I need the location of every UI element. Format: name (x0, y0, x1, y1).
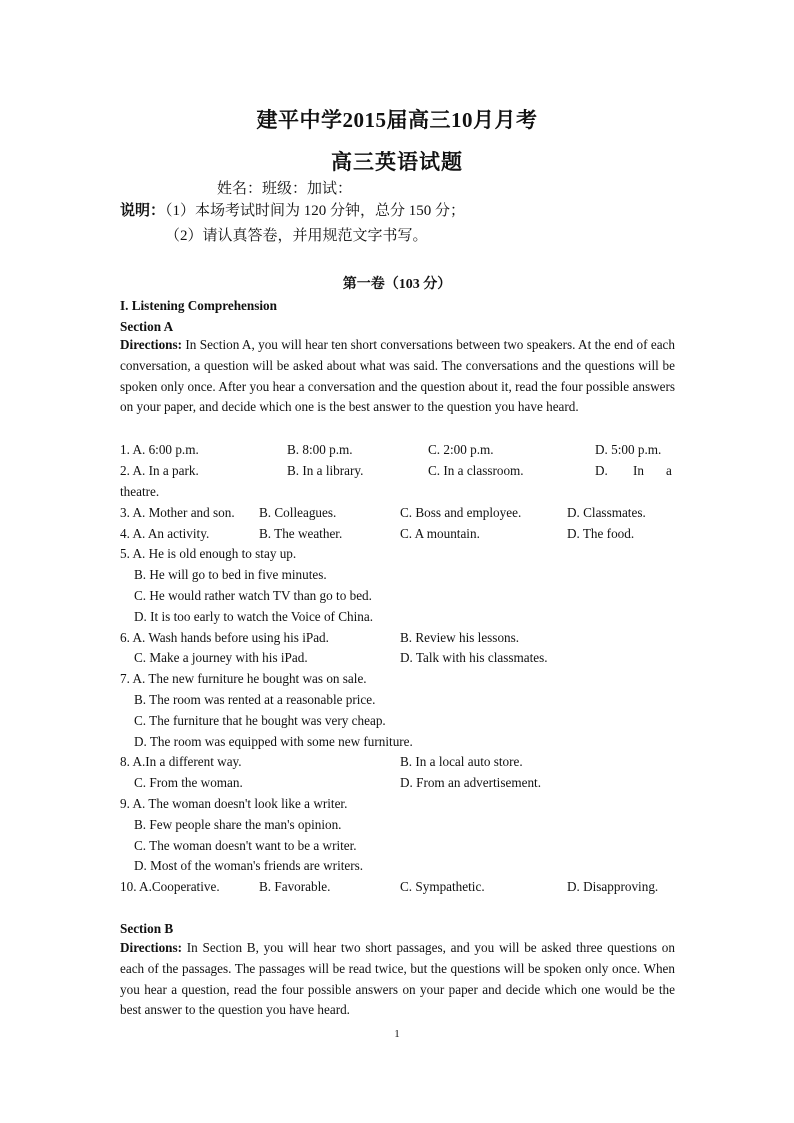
q1-option-c: C. 2:00 p.m. (428, 442, 494, 457)
q2-option-d-word-2: a (666, 463, 672, 478)
q2-option-a: 2. A. In a park. (120, 463, 199, 478)
q7-option-c: C. The furniture that he bought was very cheap. (134, 713, 386, 728)
q5-option-b: B. He will go to bed in five minutes. (134, 567, 327, 582)
q9-option-d: D. Most of the woman's friends are writers. (134, 858, 364, 873)
q4-option-b: B. The weather. (259, 526, 343, 541)
q6-option-b: B. Review his lessons. (400, 630, 520, 645)
q1-option-d: D. 5:00 p.m. (595, 442, 662, 457)
q2-option-d-letter: D. (595, 463, 608, 478)
q8-option-d: D. From an advertisement. (400, 775, 541, 790)
directions-label: Directions: (120, 337, 183, 352)
q3-option-c: C. Boss and employee. (400, 505, 522, 520)
q2-option-b: B. In a library. (287, 463, 364, 478)
q3-option-b: B. Colleagues. (259, 505, 337, 520)
q8-option-c: C. From the woman. (134, 775, 243, 790)
q10-option-a: 10. A.Cooperative. (120, 879, 220, 894)
q6-option-c: C. Make a journey with his iPad. (134, 650, 308, 665)
q3-option-d: D. Classmates. (567, 505, 646, 520)
q2-option-d-continued: theatre. (120, 484, 160, 499)
q10-option-b: B. Favorable. (259, 879, 331, 894)
q9-option-c: C. The woman doesn't want to be a writer. (134, 838, 357, 853)
q7-option-b: B. The room was rented at a reasonable price. (134, 692, 376, 707)
exam-subtitle: 高三英语试题 (331, 150, 463, 174)
instructions-line-1 (120, 203, 465, 219)
directions-text: In Section B, you will hear two short passages, and you will be asked three questions on each of the passages. The passages will be read twice, but the questions will be spoken only once. When you hear a question, read the four possible answers on your paper and decide which one would be the best answer to the question you have heard. (120, 940, 675, 1018)
section-b-directions (120, 938, 675, 1021)
part-title: 第一卷（103 分） (342, 277, 452, 292)
q1-option-b: B. 8:00 p.m. (287, 442, 353, 457)
q8-option-a: 8. A.In a different way. (120, 754, 242, 769)
q9-option-a: 9. A. The woman doesn't look like a writer. (120, 796, 348, 811)
q6-option-a: 6. A. Wash hands before using his iPad. (120, 630, 329, 645)
directions-text: In Section A, you will hear ten short conversations between two speakers. At the end of each conversation, a question will be asked about what was said. The conversations and the questions will be spoken only once. After you hear a conversation and the question about it, read the four possible answers on your paper, and decide which one is the best answer to the question you have heard. (120, 337, 675, 415)
q7-option-a: 7. A. The new furniture he bought was on sale. (120, 671, 367, 686)
directions-label: Directions: (120, 940, 183, 955)
q5-option-d: D. It is too early to watch the Voice of China. (134, 609, 374, 624)
q4-option-d: D. The food. (567, 526, 635, 541)
q8-option-b: B. In a local auto store. (400, 754, 523, 769)
section-b-title: Section B (120, 921, 174, 936)
q2-option-c: C. In a classroom. (428, 463, 524, 478)
q4-option-c: C. A mountain. (400, 526, 480, 541)
q4-option-a: 4. A. An activity. (120, 526, 210, 541)
instruction-1: （1）本场考试时间为 120 分钟，总分 150 分； (165, 203, 466, 219)
q10-option-d: D. Disapproving. (567, 879, 659, 894)
q2-option-d-word-1: In (633, 463, 644, 478)
q7-option-d: D. The room was equipped with some new furniture. (134, 734, 413, 749)
q10-option-c: C. Sympathetic. (400, 879, 485, 894)
q6-option-d: D. Talk with his classmates. (400, 650, 548, 665)
section-a-directions (120, 335, 675, 418)
q5-option-c: C. He would rather watch TV than go to bed. (134, 588, 372, 603)
instruction-2: （2）请认真答卷，并用规范文字书写。 (165, 228, 428, 244)
exam-title: 建平中学2015届高三10月月考 (256, 108, 538, 132)
q5-option-a: 5. A. He is old enough to stay up. (120, 546, 297, 561)
q9-option-b: B. Few people share the man's opinion. (134, 817, 342, 832)
q1-option-a: 1. A. 6:00 p.m. (120, 442, 199, 457)
section-i-title: I. Listening Comprehension (120, 298, 277, 313)
page-number: 1 (394, 1028, 400, 1040)
instructions-label: 说明： (120, 203, 166, 219)
section-a-title: Section A (120, 319, 174, 334)
student-info-line: 姓名：班级：加试： (217, 181, 353, 197)
q3-option-a: 3. A. Mother and son. (120, 505, 235, 520)
